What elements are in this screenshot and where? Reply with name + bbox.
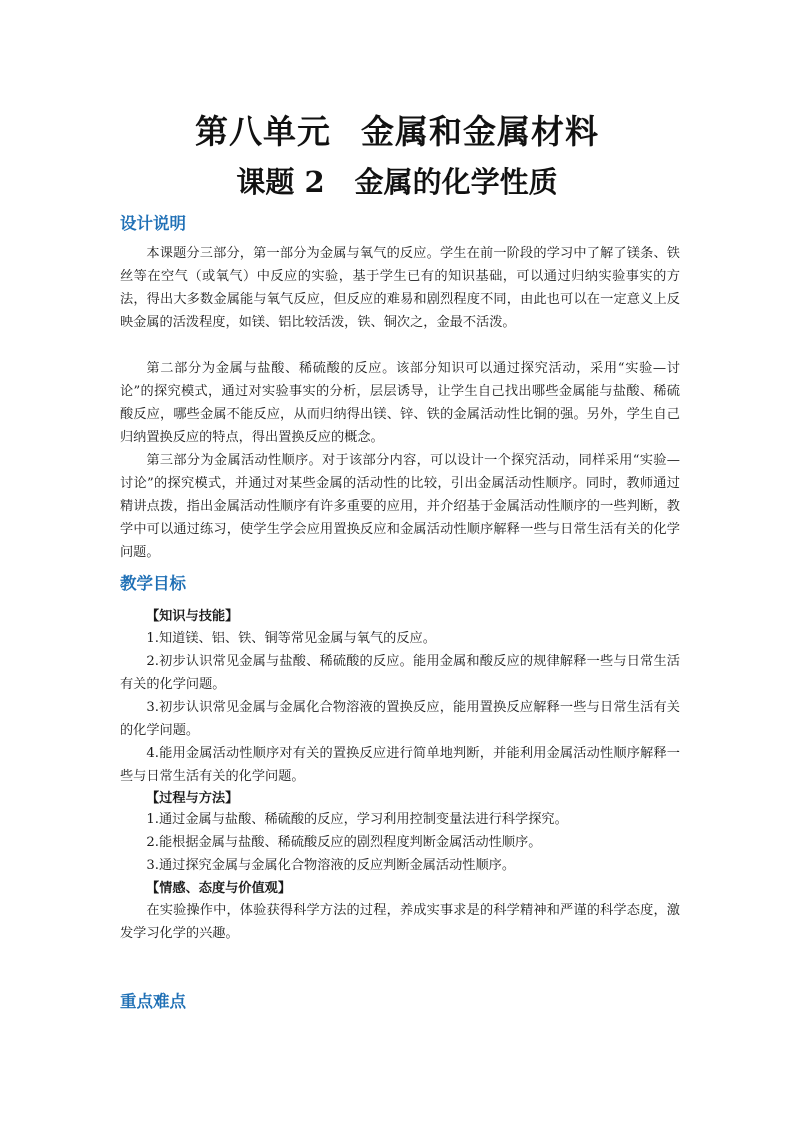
lesson-name: 金属的化学性质 (354, 165, 558, 199)
goal-process-1: 1.通过金属与盐酸、稀硫酸的反应，学习利用控制变量法进行科学探究。 (146, 812, 568, 827)
unit-name: 金属和金属材料 (361, 112, 599, 151)
unit-number: 第八单元 (195, 112, 331, 151)
goal-process-3: 3.通过探究金属与金属化合物溶液的反应判断金属活动性顺序。 (146, 858, 516, 873)
section-heading-design: 设计说明 (120, 214, 186, 233)
lesson-title (0, 160, 794, 201)
subheading-emotion: 【情感、态度与价值观】 (146, 881, 292, 896)
design-paragraph-3: 第三部分为金属活动性顺序。对于该部分内容，可以设计一个探究活动，同样采用“实验—讨论”的探究模式，并通过对某些金属的活动性的比较，引出金属活动性顺序。同时，教师通过精讲点拨，指出金属活动性顺序有许多重要的应用，并介绍基于金属活动性顺序的一些判断，教学中可以通过练习，使学生学会应用置换反应和金属活动性顺序解释一些与日常生活有关的化学问题。 (120, 453, 680, 560)
subheading-knowledge: 【知识与技能】 (146, 609, 239, 624)
lesson-number: 课题 2 (236, 165, 325, 199)
subheading-process: 【过程与方法】 (146, 791, 239, 806)
goal-knowledge-1: 1.知道镁、铝、铁、铜等常见金属与氧气的反应。 (146, 631, 436, 646)
design-paragraph-1: 本课题分三部分，第一部分为金属与氧气的反应。学生在前一阶段的学习中了解了镁条、铁丝等在空气（或氧气）中反应的实验，基于学生已有的知识基础，可以通过归纳实验事实的方法，得出大多数金属能与氧气反应，但反应的难易和剧烈程度不同，由此也可以在一定意义上反映金属的活泼程度，如镁、铝比较活泼，铁、铜次之，金最不活泼。 (120, 246, 680, 330)
design-paragraph-2: 第二部分为金属与盐酸、稀硫酸的反应。该部分知识可以通过探究活动，采用“实验—讨论”的探究模式，通过对实验事实的分析，层层诱导，让学生自己找出哪些金属能与盐酸、稀硫酸反应，哪些金属不能反应，从而归纳得出镁、锌、铁的金属活动性比铜的强。另外，学生自己归纳置换反应的特点，得出置换反应的概念。 (120, 361, 680, 445)
goal-knowledge-3: 3.初步认识常见金属与金属化合物溶液的置换反应，能用置换反应解释一些与日常生活有关的化学问题。 (120, 700, 680, 738)
goal-knowledge-2: 2.初步认识常见金属与盐酸、稀硫酸的反应。能用金属和酸反应的规律解释一些与日常生活有关的化学问题。 (120, 654, 680, 692)
unit-title (0, 106, 794, 153)
goal-process-2: 2.能根据金属与盐酸、稀硫酸反应的剧烈程度判断金属活动性顺序。 (146, 835, 542, 850)
goal-emotion-1: 在实验操作中，体验获得科学方法的过程，养成实事求是的科学精神和严谨的科学态度，激发学习化学的兴趣。 (120, 903, 680, 941)
goal-knowledge-4: 4.能用金属活动性顺序对有关的置换反应进行简单地判断，并能利用金属活动性顺序解释一些与日常生活有关的化学问题。 (120, 746, 680, 784)
section-heading-key-points: 重点难点 (120, 992, 186, 1011)
section-heading-goals: 教学目标 (120, 574, 186, 593)
